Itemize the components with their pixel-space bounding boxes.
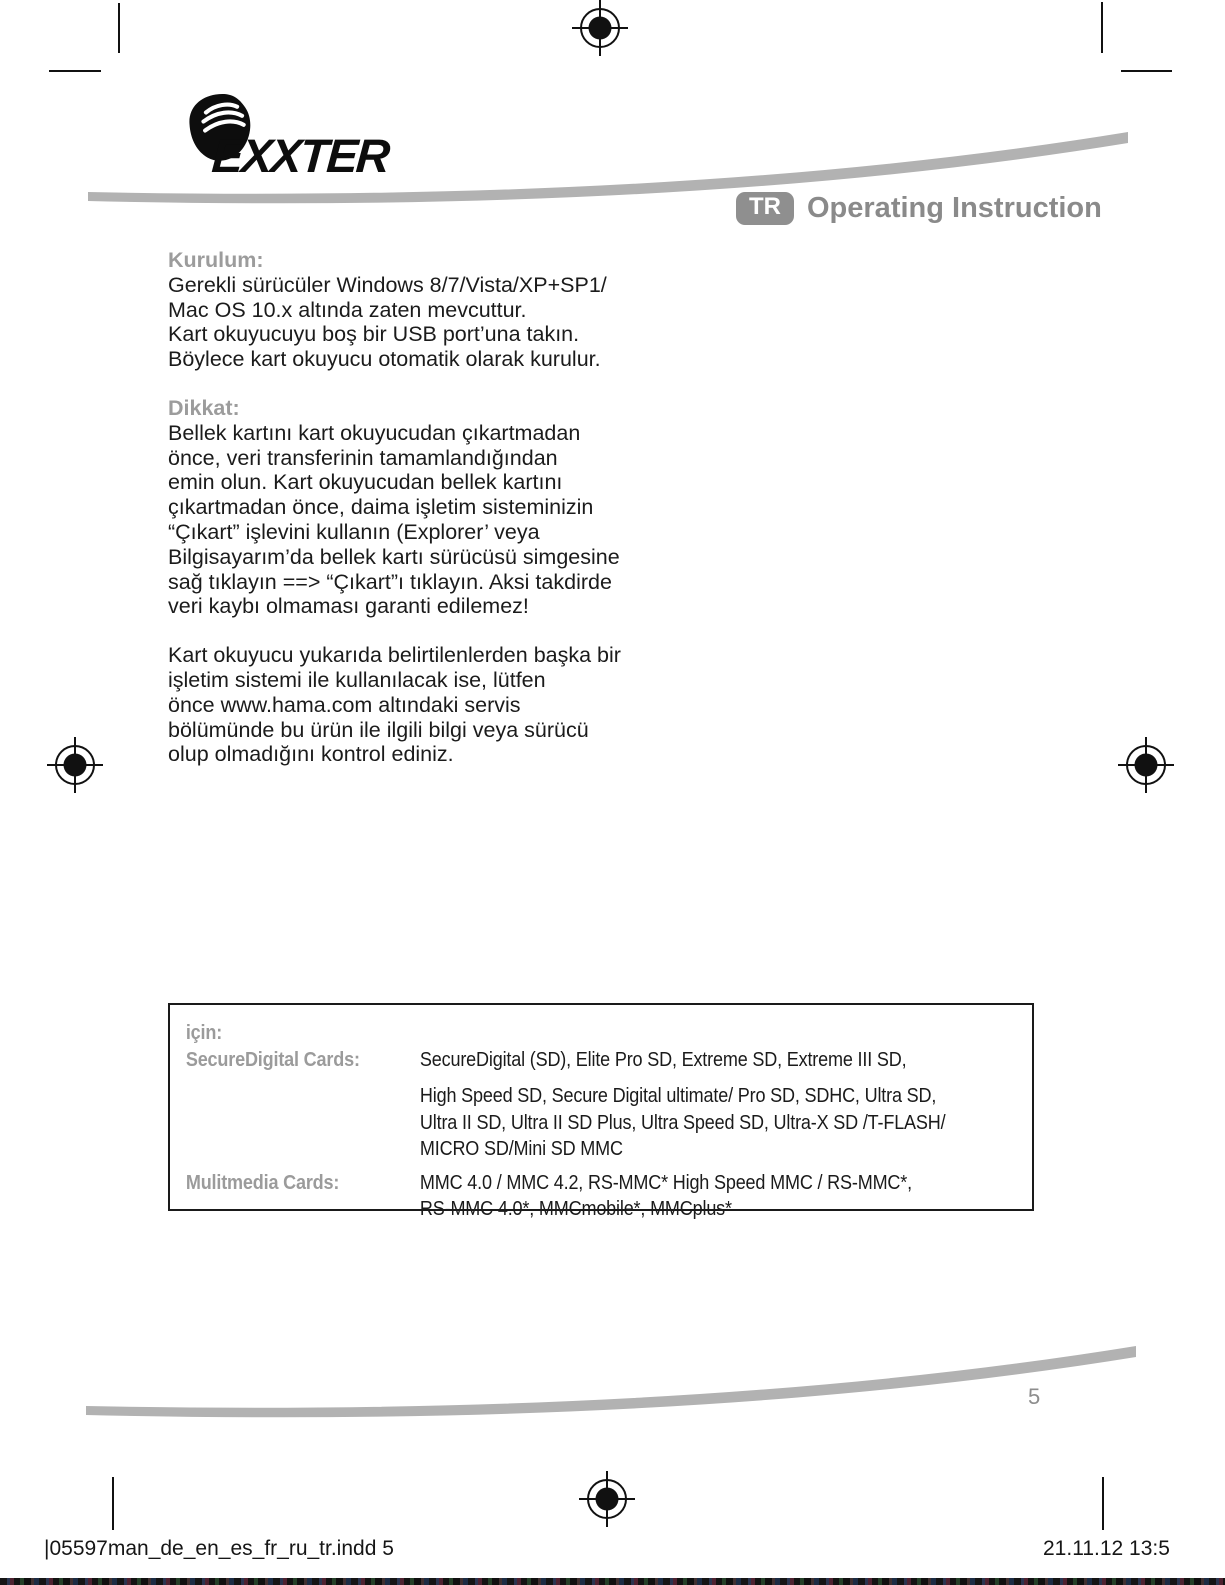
body-text-line: Böylece kart okuyucu otomatik olarak kurulur. (168, 347, 601, 372)
body-text-line: Gerekli sürücüler Windows 8/7/Vista/XP+SP1/ (168, 272, 607, 297)
footer-filename: |05597man_de_en_es_fr_ru_tr.indd 5 (44, 1537, 394, 1560)
header-title-group (736, 192, 1102, 225)
section-kurulum (168, 248, 668, 372)
bottom-swoosh-divider (86, 1340, 1136, 1424)
supported-cards-table (168, 1003, 1034, 1220)
crop-mark (49, 70, 101, 72)
crop-mark (118, 3, 120, 53)
body-text-line: sağ tıklayın ==> “Çıkart”ı tıklayın. Aksi takdirde (168, 569, 612, 594)
crop-mark (1121, 70, 1172, 72)
registration-mark-icon (577, 1469, 637, 1529)
body-text-line: önce www.hama.com altındaki servis (168, 692, 521, 717)
section-heading: Dikkat: (168, 395, 240, 420)
body-text-line: emin olun. Kart okuyucudan bellek kartını (168, 470, 563, 495)
table-value-line: MICRO SD/Mini SD MMC (419, 1137, 623, 1160)
body-text-line: çıkartmadan önce, daima işletim sisteminizin (168, 495, 594, 520)
body-text-line: olup olmadığını kontrol ediniz. (168, 742, 454, 767)
body-text (168, 248, 668, 791)
page-title: Operating Instruction (807, 192, 1102, 224)
body-text-line: önce, veri transferinin tamamlandığından (168, 445, 558, 470)
registration-mark-icon (570, 0, 630, 58)
table-value-line: RS-MMC 4.0*, MMCmobile*, MMCplus* (419, 1197, 732, 1220)
table-value-line: Ultra II SD, Ultra II SD Plus, Ultra Speed SD, Ultra-X SD /T-FLASH/ (419, 1110, 946, 1134)
registration-mark-icon (45, 735, 105, 795)
body-text-line: bölümünde bu ürün ile ilgili bilgi veya sürücü (168, 717, 589, 742)
crop-mark (1102, 1477, 1104, 1530)
section-heading: Kurulum: (168, 248, 264, 272)
section-dikkat (168, 396, 668, 619)
table-value-line: SecureDigital (SD), Elite Pro SD, Extreme SD, Extreme III SD, (419, 1047, 907, 1071)
language-badge: TR (736, 192, 794, 224)
body-text-line: Bellek kartını kart okuyucudan çıkartmadan (168, 420, 581, 445)
body-text-line: Mac OS 10.x altında zaten mevcuttur. (168, 297, 527, 322)
brand-name: EXXTER (210, 129, 390, 182)
crop-mark (112, 1477, 114, 1530)
scan-edge-artifact (0, 1578, 1225, 1585)
supported-cards-table-inner (170, 1005, 1043, 1223)
table-row-label: SecureDigital Cards: (185, 1047, 360, 1071)
body-text-line: Bilgisayarım’da bellek kartı sürücüsü simgesine (168, 544, 620, 569)
table-value-line: High Speed SD, Secure Digital ultimate/ Pro SD, SDHC, Ultra SD, (419, 1084, 937, 1107)
table-row (186, 1170, 1043, 1223)
table-row (186, 1047, 1043, 1163)
section-other-os (168, 643, 668, 767)
table-row-values (420, 1170, 912, 1223)
table-value-line: MMC 4.0 / MMC 4.2, RS-MMC* High Speed MMC / RS-MMC*, (419, 1170, 912, 1194)
body-text-line: Kart okuyucuyu boş bir USB port’una takın. (168, 322, 580, 347)
registration-mark-icon (1116, 735, 1176, 795)
page-number: 5 (1028, 1384, 1041, 1409)
table-intro-label: için: (185, 1021, 223, 1044)
body-text-line: işletim sistemi ile kullanılacak ise, lütfen (168, 667, 546, 692)
body-text-line: veri kaybı olmaması garanti edilemez! (168, 594, 529, 619)
body-text-line: “Çıkart” işlevini kullanın (Explorer’ veya (168, 519, 540, 544)
footer-timestamp: 21.11.12 13:5 (1043, 1537, 1170, 1560)
table-row-label: Mulitmedia Cards: (185, 1170, 340, 1194)
body-text-line: Kart okuyucu yukarıda belirtilenlerden başka bir (168, 643, 621, 668)
crop-mark (1101, 2, 1103, 53)
table-row-values (420, 1047, 946, 1163)
